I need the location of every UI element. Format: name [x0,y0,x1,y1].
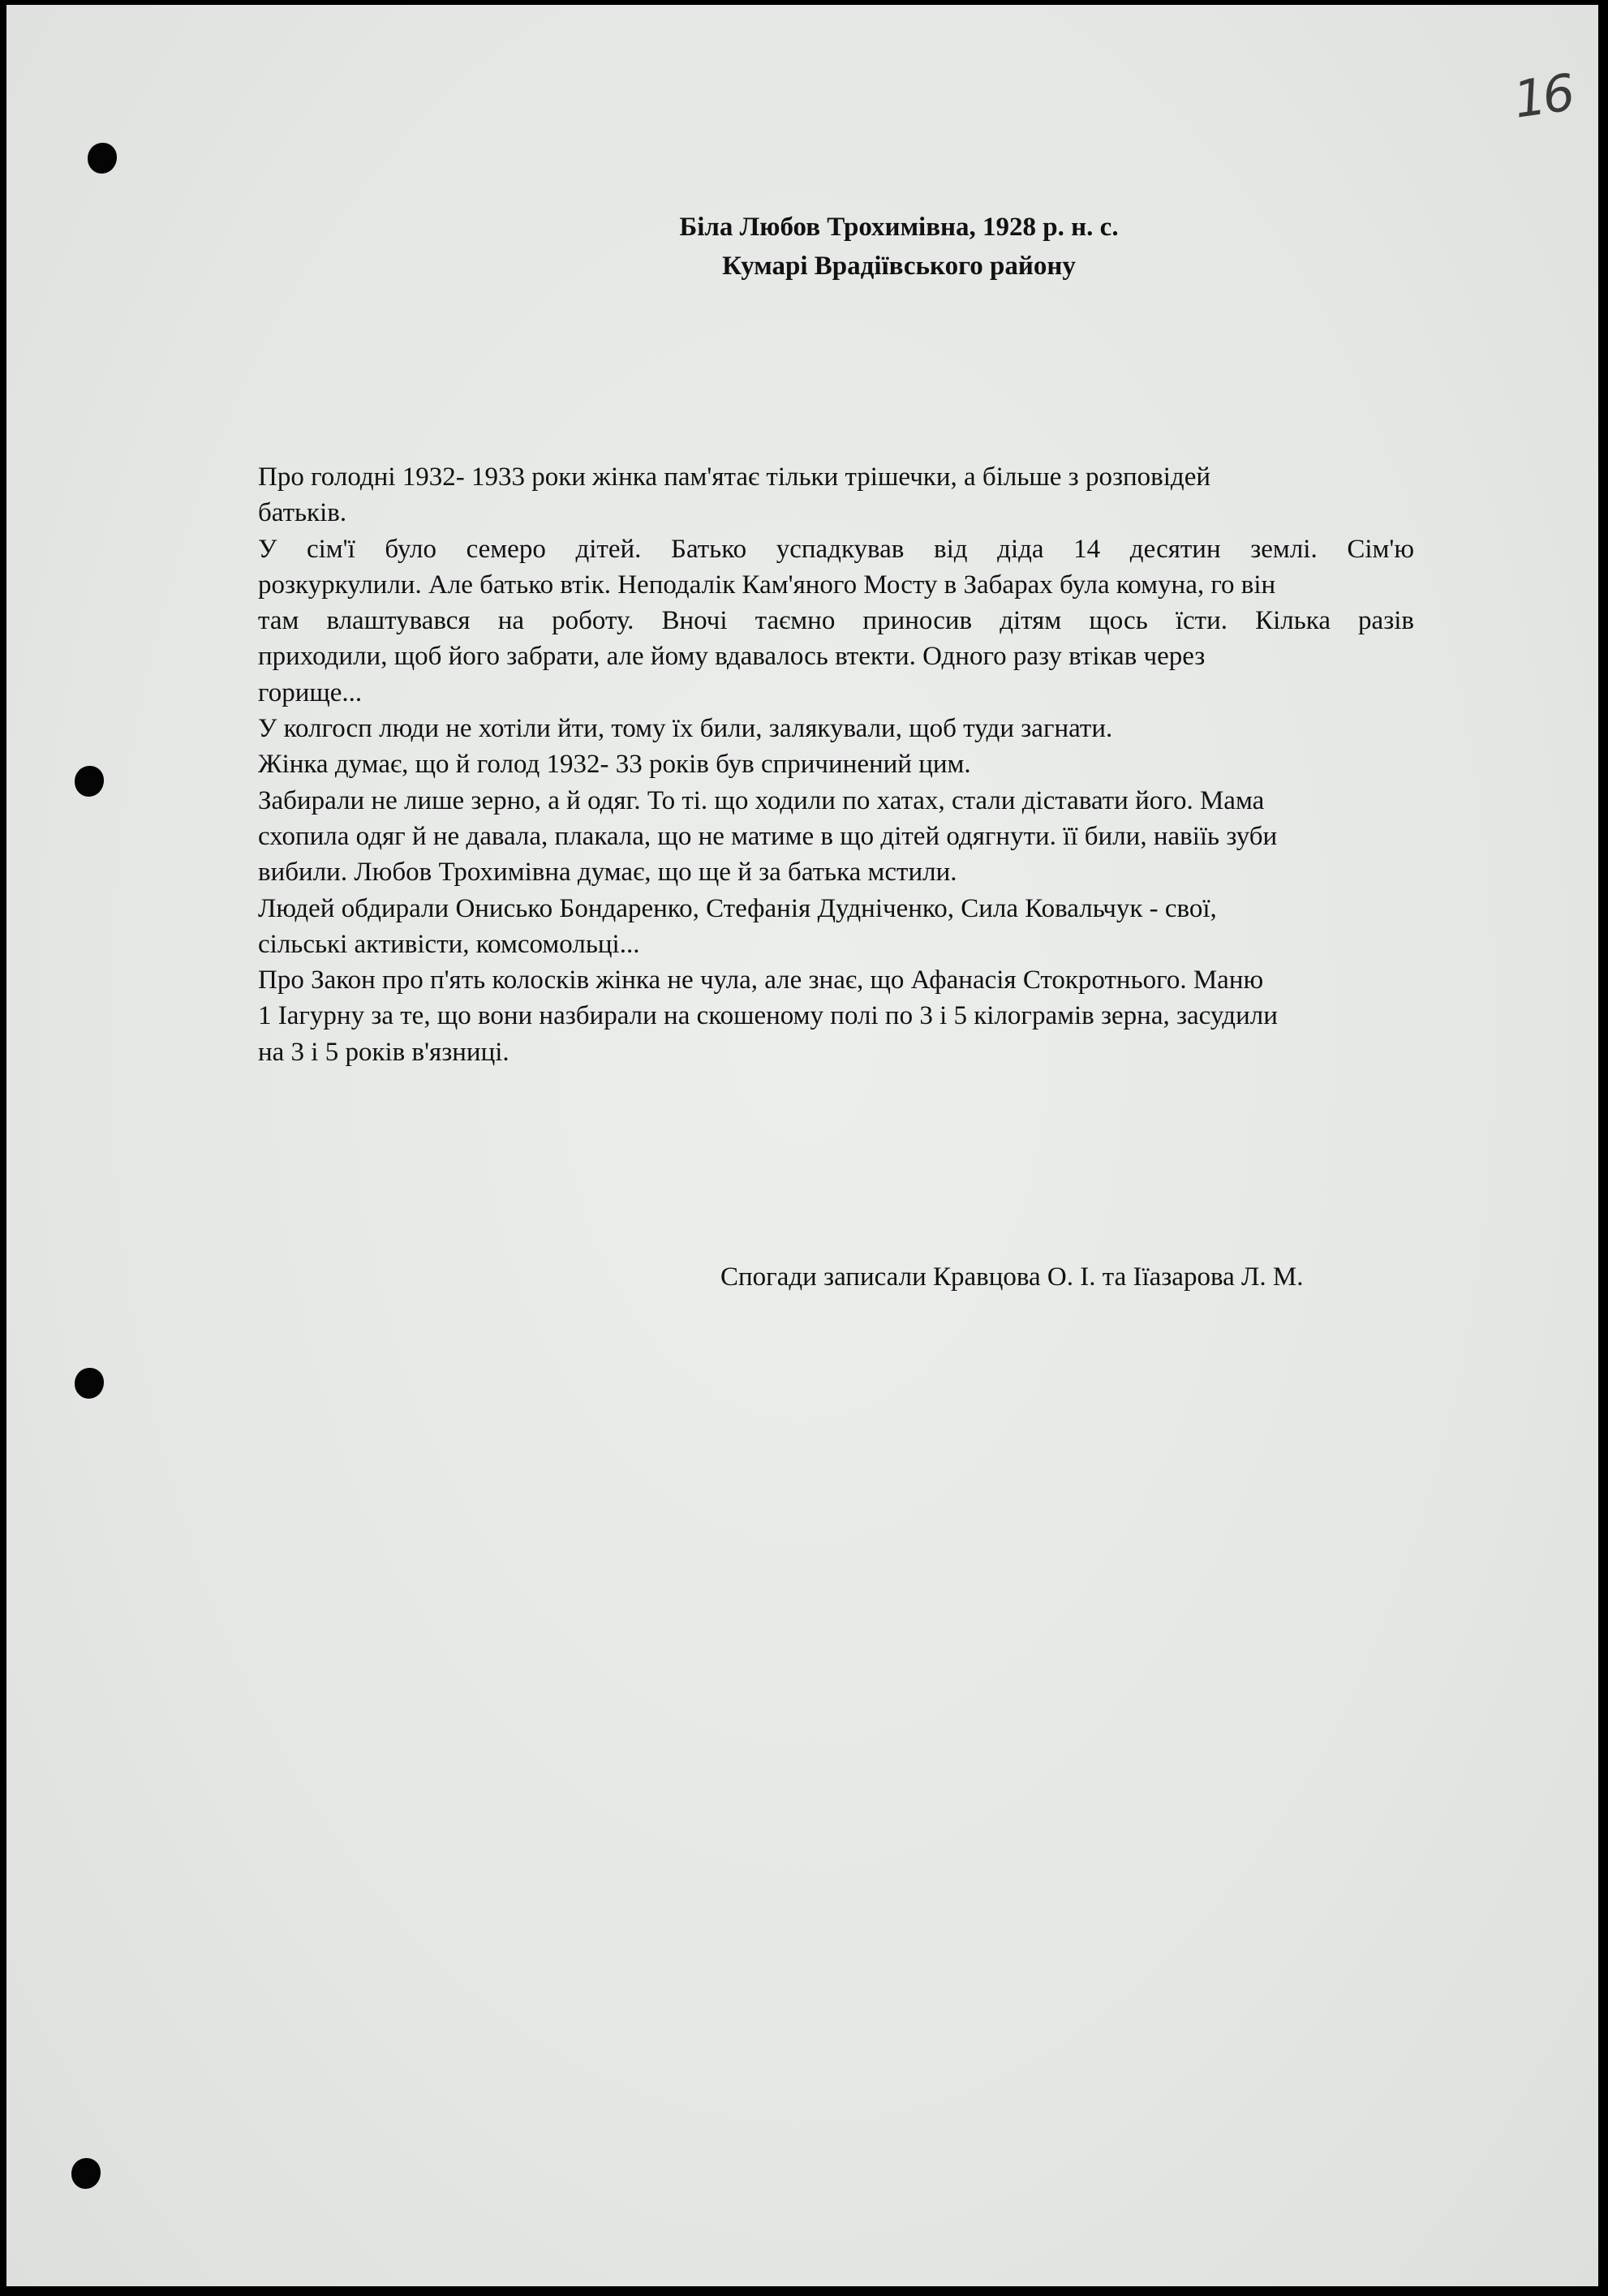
body-line: Про Закон про п'ять колосків жінка не чула, але знає, що Афанасія Стокротнього. Маню [258,965,1264,995]
heading-line-name: Біла Любов Трохимівна, 1928 р. н. с. [679,213,1119,242]
body-line: Людей обдирали Онисько Бондаренко, Стефанія Дудніченко, Сила Ковальчук - свої, [258,893,1217,923]
body-line: вибили. Любов Трохимівна думає, що ще й за батька мстили. [258,858,957,888]
body-line: на 3 і 5 років в'язниці. [258,1037,509,1067]
recorders-signature: Спогади записали Кравцова О. І. та Іїазарова Л. М. [720,1262,1304,1292]
heading-line-place: Кумарі Врадіївського району [722,252,1076,281]
document-page [6,5,1598,2286]
document-heading [6,208,1608,286]
punch-hole [88,143,117,174]
body-line: Про голодні 1932- 1933 роки жінка пам'ятає тільки трішечки, а більше з розповідей [258,462,1211,492]
body-line: батьків. [258,498,347,528]
body-line: приходили, щоб його забрати, але йому вдавалось втекти. Одного разу втікав через [258,642,1206,672]
body-line: Забирали не лише зерно, а й одяг. То ті. що ходили по хатах, стали діставати його. Мама [258,785,1265,815]
body-line: 1 Іагурну за те, що вони назбирали на скошеному полі по 3 і 5 кілограмів зерна, засудили [258,1001,1278,1031]
punch-hole [75,766,104,797]
punch-hole [71,2158,101,2189]
punch-hole [75,1368,104,1399]
body-line: У колгосп люди не хотіли йти, тому їх били, залякували, щоб туди загнати. [258,714,1113,744]
body-line: розкуркулили. Але батько втік. Неподалік Кам'яного Мосту в Забарах була комуна, го він [258,570,1276,600]
handwritten-page-number: 16 [1510,62,1576,130]
body-line: Жінка думає, що й голод 1932- 33 років був спричинений цим. [258,750,971,780]
document-body [258,459,1414,1070]
body-line: сільські активісти, комсомольці... [258,929,640,959]
body-line: горище... [258,677,363,707]
body-line: схопила одяг й не давала, плакала, що не матиме в що дітей одягнути. її били, навіїь зуби [258,821,1278,851]
body-line: У сім'ї було семеро дітей. Батько успадкував від діда 14 десятин землі. Сім'ю [258,534,1414,564]
body-line: там влаштувався на роботу. Вночі таємно приносив дітям щось їсти. Кілька разів [258,606,1414,636]
